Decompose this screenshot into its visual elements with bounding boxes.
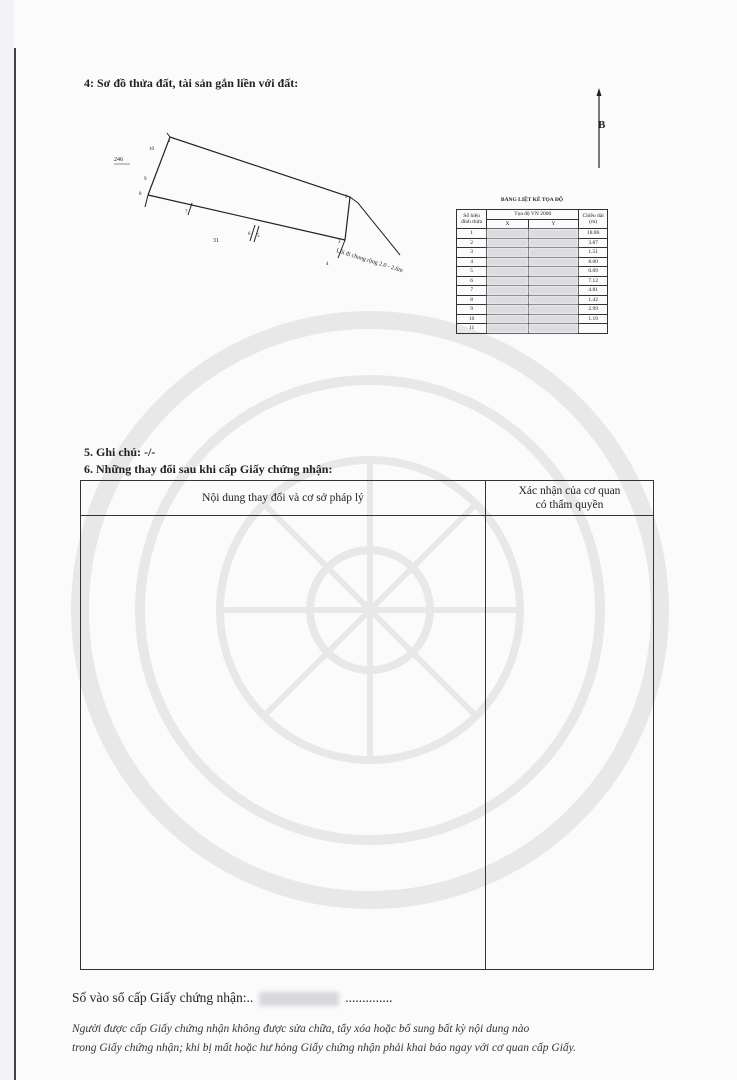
y-cell [528, 267, 579, 277]
neighbor-parcel-246: 246 [114, 157, 123, 163]
vertex-label: 2 [345, 195, 348, 200]
point-cell: 9 [457, 305, 487, 315]
length-cell [579, 324, 608, 334]
length-cell: 4.81 [579, 286, 608, 296]
vertex-label: 1 [168, 139, 171, 144]
footnote [72, 1020, 682, 1058]
section-5-heading: 5. Ghi chú: -/- [84, 445, 156, 459]
y-cell [528, 248, 579, 258]
coordinate-row [457, 305, 608, 315]
point-cell: 6 [457, 276, 487, 286]
x-cell [487, 248, 529, 258]
vertex-label: 10 [149, 147, 154, 152]
changes-col-content: Nội dung thay đổi và cơ sở pháp lý [202, 492, 364, 504]
x-cell [487, 257, 529, 267]
coordinate-table-title: BẢNG LIỆT KÊ TỌA ĐỘ [500, 197, 564, 203]
point-cell: 10 [457, 314, 487, 324]
y-cell [528, 295, 579, 305]
x-cell [487, 295, 529, 305]
col-y: Y [528, 219, 579, 229]
x-cell [487, 238, 529, 248]
shared-path-label: Lối đi chung rộng 2.0 - 2.6m [335, 248, 404, 275]
length-cell: 7.12 [579, 276, 608, 286]
confirm-line-1: Xác nhận của cơ quan [518, 485, 621, 497]
registry-label: Số vào sổ cấp Giấy chứng nhận:.. [72, 990, 254, 1005]
vertex-label: 3 [338, 240, 341, 245]
point-cell: 8 [457, 295, 487, 305]
point-cell: 4 [457, 257, 487, 267]
y-cell [528, 305, 579, 315]
vertex-label: 5 [257, 234, 260, 239]
point-cell: 3 [457, 248, 487, 258]
x-cell [487, 286, 529, 296]
y-cell [528, 229, 579, 239]
coordinate-row [457, 257, 608, 267]
coordinate-row [457, 324, 608, 334]
coordinate-row [457, 248, 608, 258]
y-cell [528, 314, 579, 324]
y-cell [528, 324, 579, 334]
x-cell [487, 276, 529, 286]
length-cell: 0.09 [579, 267, 608, 277]
point-cell: 2 [457, 238, 487, 248]
length-cell: 1.19 [579, 314, 608, 324]
coordinate-row [457, 286, 608, 296]
coordinate-row [457, 229, 608, 239]
coordinate-row [457, 314, 608, 324]
x-cell [487, 267, 529, 277]
neighbor-parcel-31: 31 [213, 238, 219, 244]
point-cell: 11 [457, 324, 487, 334]
x-cell [487, 305, 529, 315]
point-cell: 1 [457, 229, 487, 239]
registry-dots: .............. [345, 990, 393, 1005]
point-cell: 5 [457, 267, 487, 277]
coordinate-table-block [456, 197, 608, 334]
coordinate-row [457, 267, 608, 277]
section-4-heading: 4: Sơ đồ thửa đất, tài sản gắn liền với đất: [84, 76, 299, 90]
x-cell [487, 324, 529, 334]
y-cell [528, 286, 579, 296]
north-label: B [598, 119, 606, 131]
coordinate-table [456, 209, 608, 334]
vertex-label: 6 [248, 232, 251, 237]
col-point: Số hiệu đỉnh thửa [457, 210, 487, 229]
changes-col-confirm [486, 484, 653, 512]
coordinate-row [457, 238, 608, 248]
changes-table [80, 480, 654, 970]
vertex-label: 4 [326, 262, 329, 267]
length-cell: 8.00 [579, 257, 608, 267]
col-coords: Tọa độ VN 2000 [487, 210, 579, 220]
length-cell: 2.99 [579, 305, 608, 315]
vertex-label: 9 [144, 177, 147, 182]
col-x: X [487, 219, 529, 229]
footnote-line-2: trong Giấy chứng nhận; khi bị mất hoặc hư hỏng Giấy chứng nhận phải khai báo ngay với cơ quan cấp Giấy. [72, 1042, 577, 1054]
changes-left-column [81, 481, 486, 969]
coordinate-row [457, 276, 608, 286]
coordinate-row [457, 295, 608, 305]
x-cell [487, 229, 529, 239]
vertex-label: 8 [139, 192, 142, 197]
length-cell: 1.42 [579, 295, 608, 305]
y-cell [528, 238, 579, 248]
length-cell: 3.87 [579, 238, 608, 248]
x-cell [487, 314, 529, 324]
vertex-label: 7 [185, 210, 188, 215]
y-cell [528, 257, 579, 267]
y-cell [528, 276, 579, 286]
col-length: Chiều dài (m) [579, 210, 608, 229]
redacted-number [259, 992, 339, 1006]
north-arrow-icon [595, 88, 609, 170]
confirm-line-2: có thẩm quyền [535, 499, 604, 511]
length-cell: 1.51 [579, 248, 608, 258]
section-6-heading: 6. Những thay đổi sau khi cấp Giấy chứng nhận: [84, 462, 333, 476]
registry-number-line [72, 990, 393, 1006]
point-cell: 7 [457, 286, 487, 296]
length-cell: 18.86 [579, 229, 608, 239]
footnote-line-1: Người được cấp Giấy chứng nhận không được sửa chữa, tẩy xóa hoặc bổ sung bất kỳ nội dung nào [72, 1023, 530, 1035]
page-edge-line [14, 48, 16, 1080]
